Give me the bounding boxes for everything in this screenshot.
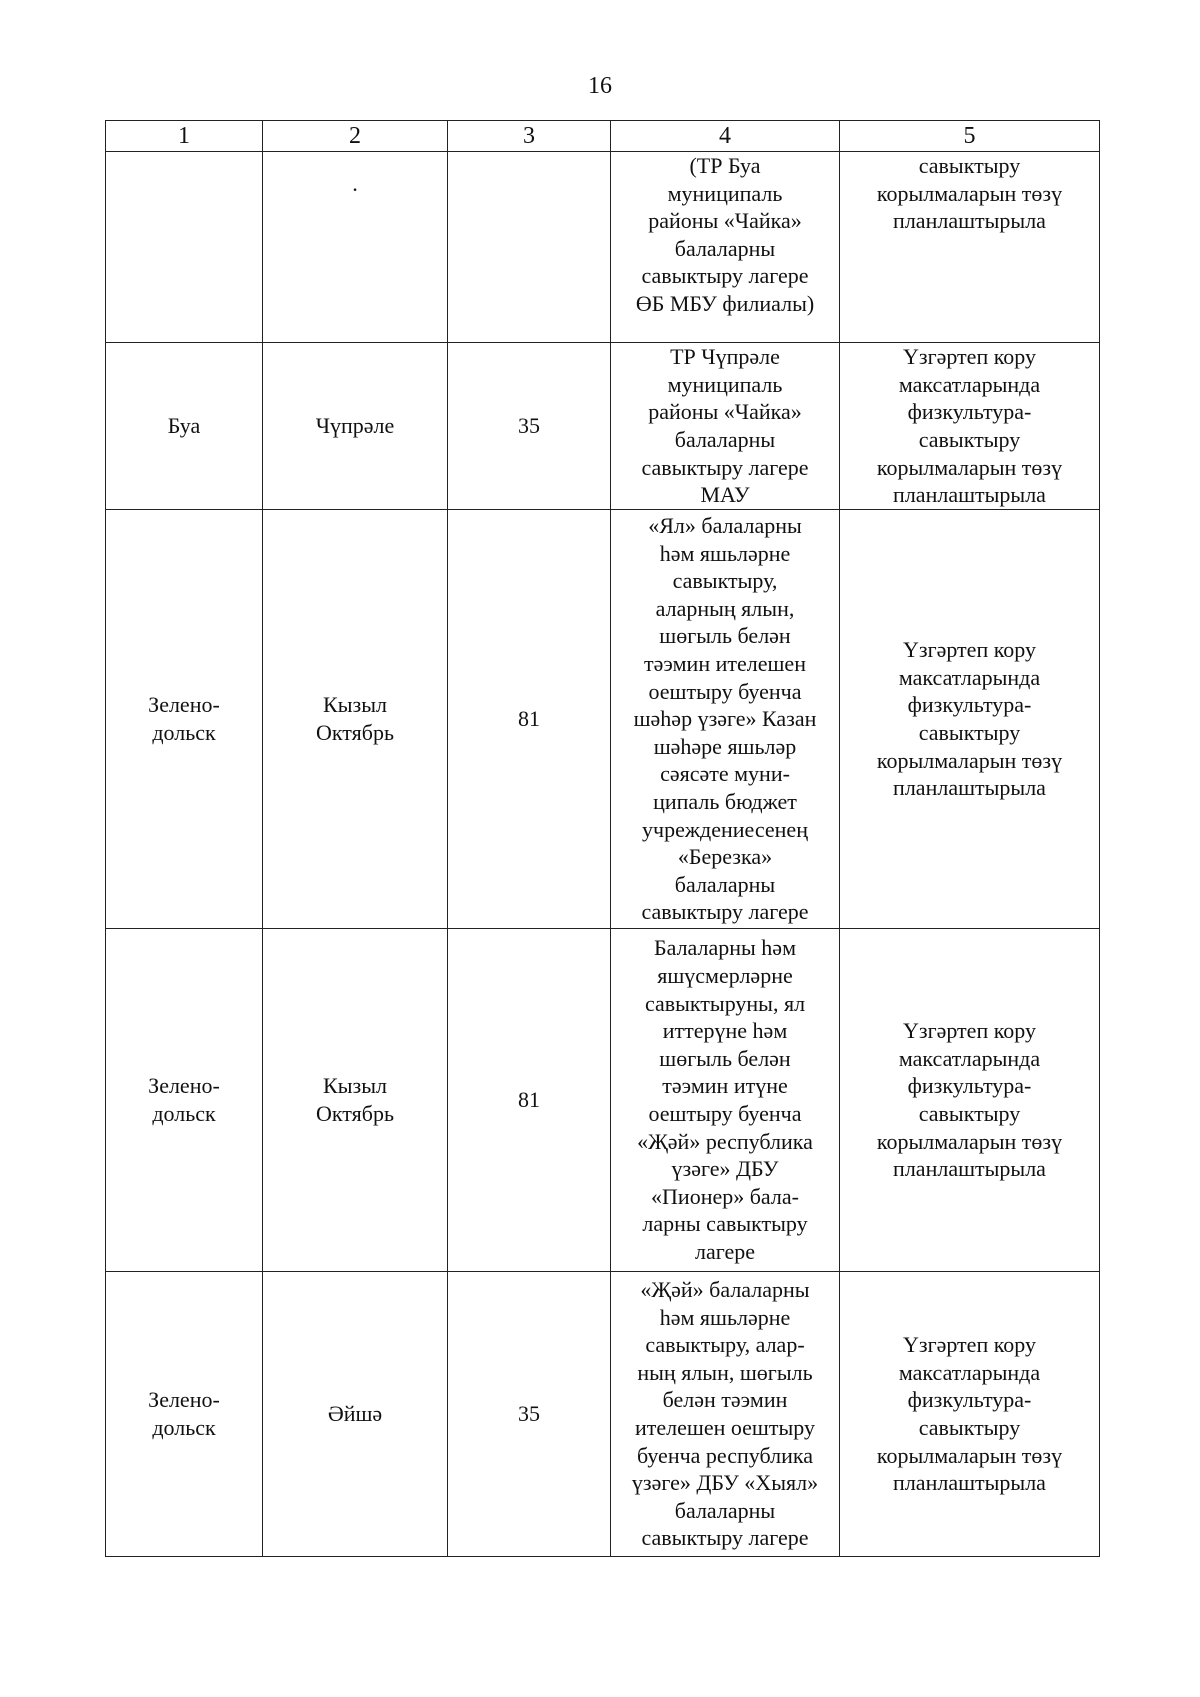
page-number: 16 xyxy=(588,73,612,99)
table-row xyxy=(106,343,1100,510)
table-cell-region: Зелено- дольск xyxy=(106,929,263,1272)
table-cell-village: Кызыл Октябрь xyxy=(263,510,448,929)
table-cell-plan: Үзгәртеп кору максатларында физкультура- савыктыру корылмаларын төзү планлаштырыла xyxy=(840,929,1100,1272)
table-row xyxy=(106,152,1100,343)
table-cell-village: Кызыл Октябрь xyxy=(263,929,448,1272)
table-cell-institution: Балаларны һәм яшүсмерләрне савыктыруны, ял иттерүне һәм шөгыль белән тәэмин итүне оештыру буенча «Җәй» республика үзәге» ДБУ «Пионер» бала- ларны савыктыру лагере xyxy=(611,929,840,1272)
table-cell-village: Әйшә xyxy=(263,1272,448,1557)
table-cell-institution: «Җәй» балаларны һәм яшьләрне савыктыру, алар- ның ялын, шөгыль белән тәэмин ителешен оештыру буенча республика үзәге» ДБУ «Хыял» балаларны савыктыру лагере xyxy=(611,1272,840,1557)
table-cell-count: 35 xyxy=(448,1272,611,1557)
column-header-1: 1 xyxy=(106,121,263,152)
table-cell-count: 35 xyxy=(448,343,611,510)
table-cell-region: Зелено- дольск xyxy=(106,510,263,929)
table-row xyxy=(106,510,1100,929)
table-cell-count: 81 xyxy=(448,510,611,929)
table-cell-village: Чүпрәле xyxy=(263,343,448,510)
table-cell-count xyxy=(448,152,611,343)
column-header-5: 5 xyxy=(840,121,1100,152)
table-cell-region: Буа xyxy=(106,343,263,510)
table-cell-count: 81 xyxy=(448,929,611,1272)
table-cell-plan: Үзгәртеп кору максатларында физкультура- савыктыру корылмаларын төзү планлаштырыла xyxy=(840,1272,1100,1557)
column-header-4: 4 xyxy=(611,121,840,152)
table-cell-plan: савыктыру корылмаларын төзү планлаштырыла xyxy=(840,152,1100,343)
table-cell-plan: Үзгәртеп кору максатларында физкультура- савыктыру корылмаларын төзү планлаштырыла xyxy=(840,343,1100,510)
table-cell-institution: «Ял» балаларны һәм яшьләрне савыктыру, аларның ялын, шөгыль белән тәэмин ителешен оештыру буенча шәһәр үзәге» Казан шәһәре яшьләр сәясәте муни- ципаль бюджет учреждениесенең «Березка» балаларны савыктыру лагере xyxy=(611,510,840,929)
column-header-3: 3 xyxy=(448,121,611,152)
table-row xyxy=(106,1272,1100,1557)
table-cell-plan: Үзгәртеп кору максатларында физкультура- савыктыру корылмаларын төзү планлаштырыла xyxy=(840,510,1100,929)
table-cell-institution: (ТР Буа муниципаль районы «Чайка» балаларны савыктыру лагере ӨБ МБУ филиалы) xyxy=(611,152,840,343)
table-cell-institution: ТР Чүпрәле муниципаль районы «Чайка» балаларны савыктыру лагере МАУ xyxy=(611,343,840,510)
table-cell-village: · xyxy=(263,152,448,343)
column-header-2: 2 xyxy=(263,121,448,152)
table-cell-region: Зелено- дольск xyxy=(106,1272,263,1557)
data-table xyxy=(105,120,1100,1557)
table-row xyxy=(106,929,1100,1272)
table-cell-region xyxy=(106,152,263,343)
header-row xyxy=(106,121,1100,152)
